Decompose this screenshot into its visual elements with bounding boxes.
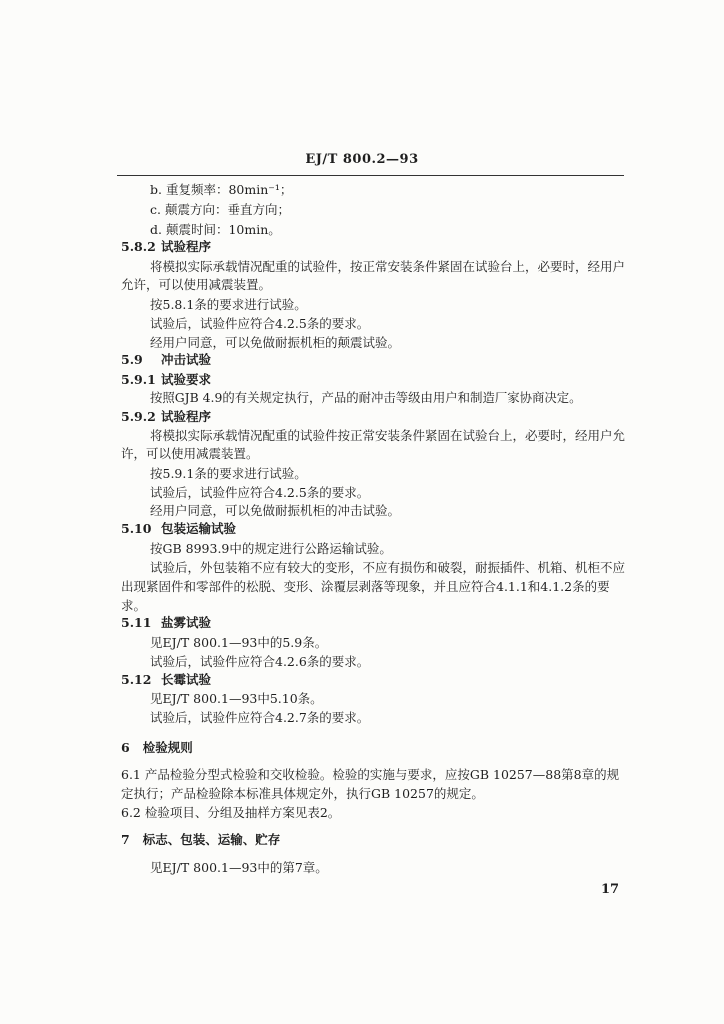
paragraph-line: 见EJ/T 800.1—93中的5.9条。: [150, 635, 328, 650]
section-number: 5.11: [121, 615, 152, 630]
section-title: 标志、包装、运输、贮存: [142, 832, 281, 847]
paragraph-line: 经用户同意，可以免做耐振机柜的冲击试验。: [150, 503, 401, 518]
section-title: 检验规则: [142, 740, 193, 755]
paragraph-line: 许，可以使用减震装置。: [121, 446, 259, 461]
section-5-9-heading: [121, 351, 211, 369]
paragraph-line: 将模拟实际承载情况配重的试验件按正常安装条件紧固在试验台上，必要时，经用户允: [150, 428, 626, 443]
section-title: 冲击试验: [161, 352, 212, 367]
item-d: d. 颠震时间：10min。: [150, 222, 281, 237]
paragraph-line: 出现紧固件和零部件的松脱、变形、涂覆层剥落等现象，并且应符合4.1.1和4.1.2条的要: [121, 579, 610, 594]
section-number: 6: [121, 740, 130, 755]
paragraph-line: 按5.8.1条的要求进行试验。: [150, 297, 307, 312]
page-number: 17: [601, 882, 620, 897]
section-6-heading: [121, 739, 193, 757]
section-5-10-heading: [121, 520, 236, 538]
section-5-9-1-heading: [121, 371, 211, 389]
section-5-9-2-heading: [121, 408, 211, 426]
item-c: c. 颠震方向：垂直方向；: [150, 202, 290, 217]
paragraph-line: 按照GJB 4.9的有关规定执行，产品的耐冲击等级由用户和制造厂家协商决定。: [150, 390, 582, 405]
section-number: 5.8.2: [121, 239, 156, 254]
section-number: 5.12: [121, 672, 152, 687]
item-b: b. 重复频率：80min⁻¹；: [150, 182, 293, 197]
section-title: 试验要求: [161, 372, 212, 387]
paragraph-line: 定执行；产品检验除本标准具体规定外，执行GB 10257的规定。: [121, 786, 484, 801]
section-title: 长霉试验: [161, 672, 212, 687]
section-title: 包装运输试验: [161, 521, 237, 536]
section-number: 7: [121, 832, 130, 847]
paragraph-line: 求。: [121, 598, 147, 613]
paragraph-line: 见EJ/T 800.1—93中的第7章。: [150, 860, 328, 875]
section-number: 5.9: [121, 352, 143, 367]
paragraph-line: 试验后，试验件应符合4.2.7条的要求。: [150, 710, 370, 725]
paragraph-line: 试验后，试验件应符合4.2.5条的要求。: [150, 485, 370, 500]
section-5-12-heading: [121, 671, 211, 689]
paragraph-line: 6.2 检验项目、分组及抽样方案见表2。: [121, 805, 341, 820]
paragraph-line: 按GB 8993.9中的规定进行公路运输试验。: [150, 541, 392, 556]
section-number: 5.9.2: [121, 409, 156, 424]
paragraph-line: 按5.9.1条的要求进行试验。: [150, 466, 307, 481]
paragraph-line: 试验后，试验件应符合4.2.6条的要求。: [150, 654, 370, 669]
paragraph-line: 试验后，外包装箱不应有较大的变形，不应有损伤和破裂，耐振插件、机箱、机柜不应: [150, 560, 626, 575]
section-number: 5.9.1: [121, 372, 156, 387]
section-number: 5.10: [121, 521, 152, 536]
paragraph-line: 6.1 产品检验分型式检验和交收检验。检验的实施与要求，应按GB 10257—88第8章的规: [121, 767, 620, 782]
header-rule: [117, 175, 624, 176]
section-title: 试验程序: [161, 409, 212, 424]
section-5-8-2-heading: [121, 238, 211, 256]
paragraph-line: 见EJ/T 800.1—93中5.10条。: [150, 691, 323, 706]
section-title: 盐雾试验: [161, 615, 212, 630]
standard-header: EJ/T 800.2—93: [305, 152, 419, 167]
paragraph-line: 试验后，试验件应符合4.2.5条的要求。: [150, 316, 370, 331]
section-7-heading: [121, 831, 280, 849]
paragraph-line: 将模拟实际承载情况配重的试验件，按正常安装条件紧固在试验台上，必要时，经用户: [150, 259, 626, 274]
paragraph-line: 经用户同意，可以免做耐振机柜的颠震试验。: [150, 335, 401, 350]
paragraph-line: 允许，可以使用减震装置。: [121, 277, 272, 292]
section-5-11-heading: [121, 614, 211, 632]
section-title: 试验程序: [161, 239, 212, 254]
